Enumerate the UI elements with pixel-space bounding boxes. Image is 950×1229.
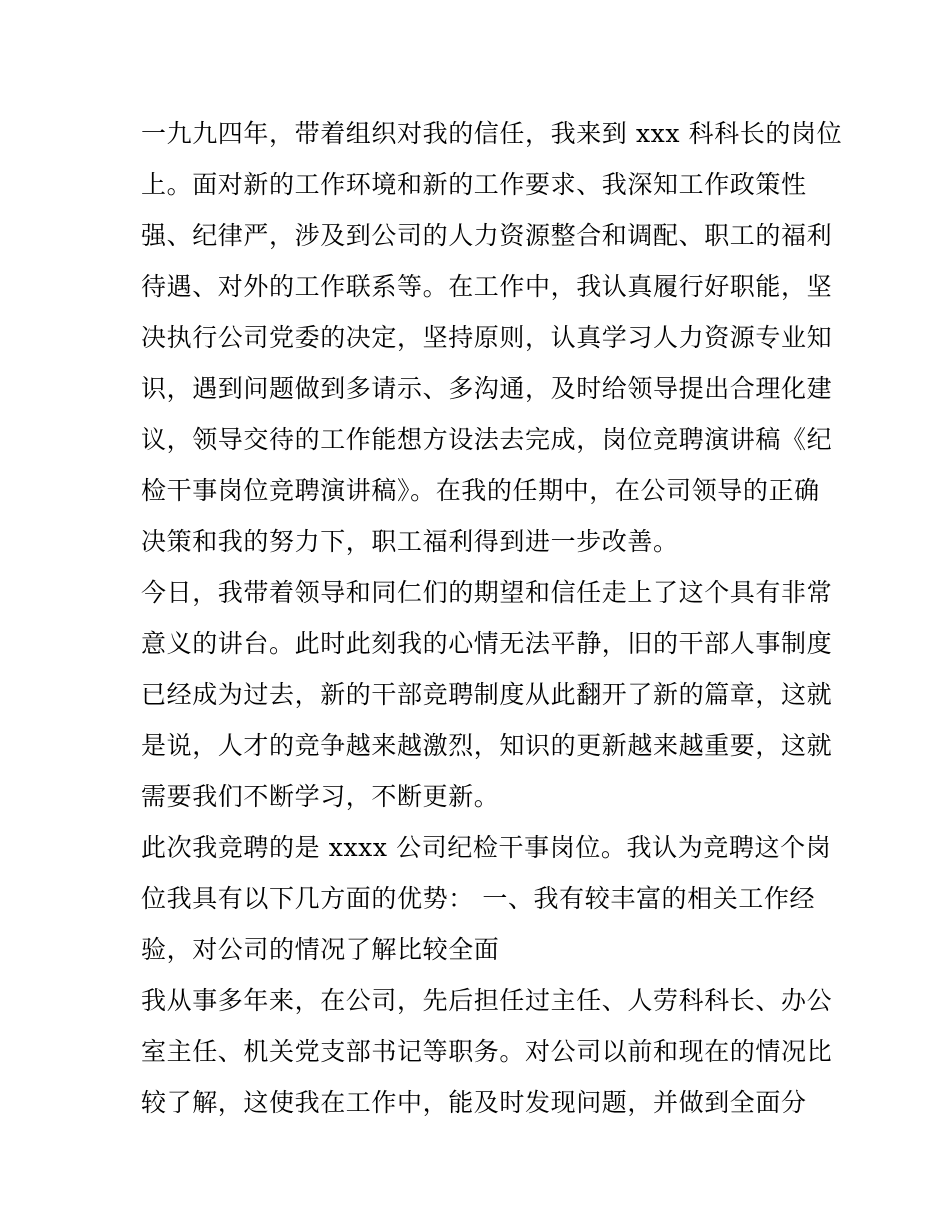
- text-line: 位我具有以下几方面的优势： 一、我有较丰富的相关工作经: [141, 884, 816, 913]
- text-line: 此次我竞聘的是 xxxx 公司纪检干事岗位。我认为竞聘这个岗: [141, 833, 832, 862]
- text-line: 一九九四年，带着组织对我的信任，我来到 xxx 科科长的岗位: [141, 119, 843, 148]
- text-line: 较了解，这使我在工作中，能及时发现问题，并做到全面分: [141, 1088, 807, 1117]
- text-line: 待遇、对外的工作联系等。在工作中，我认真履行好职能，坚: [141, 272, 833, 301]
- text-line: 验，对公司的情况了解比较全面: [141, 935, 500, 964]
- text-line: 需要我们不断学习，不断更新。: [141, 782, 500, 811]
- document-body: [141, 108, 843, 1128]
- text-line: 上。面对新的工作环境和新的工作要求、我深知工作政策性: [141, 170, 807, 199]
- text-line: 强、纪律严，涉及到公司的人力资源整合和调配、职工的福利: [141, 221, 833, 250]
- text-line: 识，遇到问题做到多请示、多沟通，及时给领导提出合理化建: [141, 374, 833, 403]
- text-line: 检干事岗位竞聘演讲稿》。在我的任期中，在公司领导的正确: [141, 476, 820, 505]
- text-line: 议，领导交待的工作能想方设法去完成，岗位竞聘演讲稿《纪: [141, 425, 833, 454]
- text-line: 已经成为过去，新的干部竞聘制度从此翻开了新的篇章，这就: [141, 680, 833, 709]
- text-line: 决策和我的努力下，职工福利得到进一步改善。: [141, 527, 679, 556]
- text-line: 室主任、机关党支部书记等职务。对公司以前和现在的情况比: [141, 1037, 833, 1066]
- text-line: 是说，人才的竞争越来越激烈，知识的更新越来越重要，这就: [141, 731, 833, 760]
- text-line: 决执行公司党委的决定，坚持原则，认真学习人力资源专业知: [141, 323, 833, 352]
- text-line: 意义的讲台。此时此刻我的心情无法平静，旧的干部人事制度: [141, 629, 833, 658]
- text-line: 我从事多年来，在公司，先后担任过主任、人劳科科长、办公: [141, 986, 833, 1015]
- text-line: 今日，我带着领导和同仁们的期望和信任走上了这个具有非常: [141, 578, 833, 607]
